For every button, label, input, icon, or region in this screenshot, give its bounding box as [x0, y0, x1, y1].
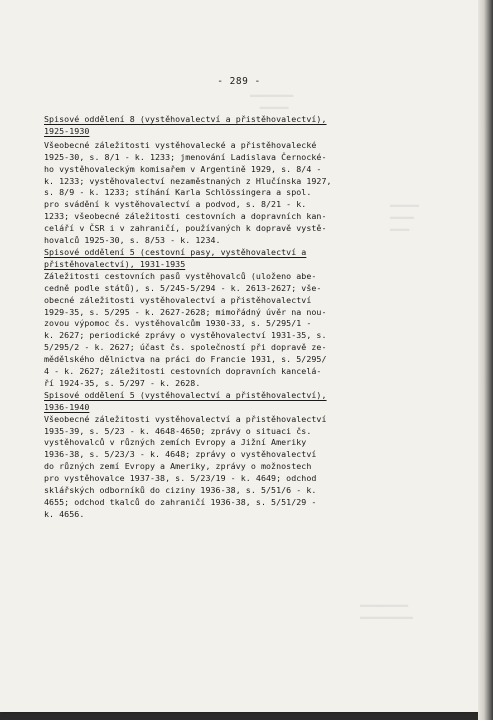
body-line: Všeobecné záležitosti vystěhovalectví a přistěhovalectví	[44, 413, 327, 424]
body-line: zovou výpomoc čs. vystěhovalcům 1930-33, s. 5/295/1 -	[44, 318, 312, 329]
section-heading: Spisové oddělení 5 (cestovní pasy, vystěhovalectví a	[44, 246, 307, 257]
body-line: do různých zemí Evropy a Ameriky, zprávy o možnostech	[44, 461, 312, 472]
body-line: Všeobecné záležitosti vystěhovalecké a přistěhovalecké	[44, 139, 317, 150]
body-line: 5/295/2 - k. 2627; účast čs. společností při dopravě ze-	[44, 342, 327, 353]
section-heading: Spisové oddělení 8 (vystěhovalectví a přistěhovalectví),	[44, 114, 327, 124]
section	[44, 247, 384, 390]
body-line: vystěhovalců v různých zemích Evropy a Jižní Ameriky	[44, 437, 307, 448]
archive-inventory-text	[44, 114, 384, 521]
page-edge	[478, 0, 493, 720]
body-line: obecné záležitosti vystěhovalectví a přistěhovalectví	[44, 294, 312, 305]
body-line: cedně podle států), s. 5/245-5/294 - k. 2613-2627; vše-	[44, 282, 322, 293]
body-line: mědělského dělnictva na práci do Francie 1931, s. 5/295/	[44, 354, 327, 365]
body-line: k. 1233; vystěhovalectví nezaměstnaných z Hlučínska 1927,	[44, 175, 332, 186]
body-line: s. 8/9 - k. 1233; stíhání Karla Schlössingera a spol.	[44, 187, 312, 198]
body-line: k. 4656.	[44, 508, 85, 519]
body-line: 1925-30, s. 8/1 - k. 1233; jmenování Ladislava Černocké-	[44, 151, 327, 162]
section-heading: 1925-1930	[44, 125, 90, 136]
section-heading: Spisové oddělení 5 (vystěhovalectví a přistěhovalectví),	[44, 389, 327, 400]
body-line: k. 2627; periodické zprávy o vystěhovalectví 1931-35, s.	[44, 330, 327, 341]
body-line: 4655; odchod tkalců do zahraničí 1936-38, s. 5/51/29 -	[44, 497, 317, 507]
body-line: pro svádění k vystěhovalectví a podvod, s. 8/21 - k.	[44, 199, 307, 210]
body-line: Záležitosti cestovních pasů vystěhovalců (uloženo abe-	[44, 270, 317, 281]
body-line: 1935-39, s. 5/23 - k. 4648-4650; zprávy o situaci čs.	[44, 425, 312, 436]
section-heading: 1936-1940	[44, 401, 90, 412]
show-through-text: ▬▬▬▬▬▬▬▬▬▬ ▬▬▬▬▬▬▬▬▬▬▬	[360, 601, 413, 622]
body-line: celáří v ČSR i v zahraničí, používaných k dopravě vystě-	[44, 223, 327, 234]
body-line: sklářských odborníků do ciziny 1936-38, s. 5/51/6 - k.	[44, 485, 317, 496]
page-number: - 289 -	[217, 76, 261, 87]
body-line: ří 1924-35, s. 5/297 - k. 2628.	[44, 377, 201, 388]
show-through-text: ▬▬▬▬▬▬▬▬▬ ▬▬▬▬▬▬	[250, 91, 294, 112]
body-line: ho vystěhovaleckým komisařem v Argentině 1929, s. 8/4 -	[44, 163, 322, 174]
body-line: 1936-38, s. 5/23/3 - k. 4648; zprávy o vystěhovalectví	[44, 449, 317, 460]
section	[44, 114, 384, 247]
body-line: 4 - k. 2627; záležitosti cestovních dopravních kancelá-	[44, 366, 322, 377]
body-line: 1233; všeobecné záležitosti cestovních a dopravních kan-	[44, 211, 327, 222]
body-line: hovalců 1925-30, s. 8/53 - k. 1234.	[44, 235, 221, 246]
body-line: pro vystěhovalce 1937-38, s. 5/23/19 - k. 4649; odchod	[44, 473, 317, 484]
section-heading: přistěhovalectví), 1931-1935	[44, 258, 186, 269]
section	[44, 390, 384, 521]
show-through-text: ▬▬▬▬▬▬ ▬▬▬▬▬ ▬▬▬▬	[390, 201, 419, 234]
body-line: 1929-35, s. 5/295 - k. 2627-2628; mimořádný úvěr na nou-	[44, 306, 327, 317]
